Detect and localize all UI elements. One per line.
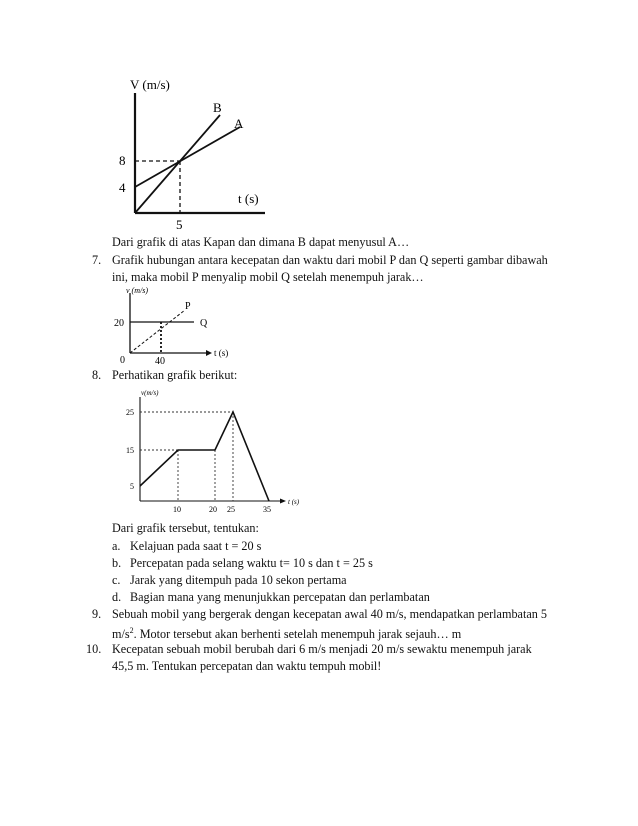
q9-text-rest: . Motor tersebut akan berhenti setelah menempuh jarak sejauh… m: [133, 627, 462, 642]
y-tick-5: 5: [130, 482, 134, 491]
q7-text-line1: Grafik hubungan antara kecepatan dan waktu dari mobil P dan Q seperti gambar dibawah: [112, 253, 548, 267]
x-axis-arrow: [206, 350, 212, 356]
q8-text: Perhatikan grafik berikut:: [112, 368, 238, 382]
x-tick-35: 35: [263, 505, 271, 514]
x-tick-20: 20: [209, 505, 217, 514]
series-line-a: [135, 127, 240, 187]
q9-text-line1: Sebuah mobil yang bergerak dengan kecepatan awal 40 m/s, mendapatkan perlambatan 5: [112, 607, 547, 621]
q9-unit: m/s: [112, 627, 130, 642]
q10-text-line2: 45,5 m. Tentukan percepatan dan waktu tempuh mobil!: [112, 659, 382, 673]
y-axis-label: v(m/s): [141, 389, 159, 397]
series-line-b: [135, 115, 220, 213]
q10-number: 10.: [86, 642, 102, 656]
q8-item-c-text: Jarak yang ditempuh pada 10 sekon pertama: [130, 573, 347, 587]
q8-item-c-label: c.: [112, 573, 121, 587]
x-tick-5: 5: [176, 217, 183, 232]
y-axis-label: v (m/s): [126, 286, 148, 295]
q8-item-a-label: a.: [112, 539, 121, 553]
graph-velocity-time-a-b: [110, 75, 280, 235]
y-tick-20: 20: [114, 318, 124, 329]
x-tick-40: 40: [155, 356, 165, 367]
q8-item-d-label: d.: [112, 590, 122, 604]
series-line-velocity: [140, 412, 269, 501]
x-tick-25: 25: [227, 505, 235, 514]
q8-item-b-text: Percepatan pada selang waktu t= 10 s dan t = 25 s: [130, 556, 373, 570]
line-label-q: Q: [200, 318, 208, 329]
line-label-b: B: [213, 100, 222, 115]
graph-velocity-time-p-q: [108, 283, 238, 368]
x-axis-label: t (s): [214, 348, 229, 358]
y-axis-label: V (m/s): [130, 77, 170, 92]
q7-number: 7.: [92, 253, 102, 267]
q9-unit-exponent: 2: [129, 626, 134, 635]
q8-item-b-label: b.: [112, 556, 122, 570]
x-axis-label: t (s): [288, 498, 300, 506]
q8-item-a-text: Kelajuan pada saat t = 20 s: [130, 539, 262, 553]
q9-number: 9.: [92, 607, 102, 621]
q8-number: 8.: [92, 368, 102, 382]
q8-item-d-text: Bagian mana yang menunjukkan percepatan dan perlambatan: [130, 590, 430, 604]
q7-text-line2: ini, maka mobil P menyalip mobil Q setelah menempuh jarak…: [112, 270, 424, 284]
y-tick-4: 4: [119, 180, 126, 195]
x-axis-arrow: [280, 499, 286, 504]
line-label-a: A: [234, 116, 244, 131]
line-label-p: P: [185, 301, 191, 312]
q8-intro: Dari grafik tersebut, tentukan:: [112, 521, 259, 535]
y-tick-15: 15: [126, 446, 134, 455]
y-tick-8: 8: [119, 153, 126, 168]
x-axis-label: t (s): [238, 191, 259, 206]
q9-text-line2: [112, 623, 461, 642]
q10-text-line1: Kecepatan sebuah mobil berubah dari 6 m/s menjadi 20 m/s sewaktu menempuh jarak: [112, 642, 532, 656]
y-tick-25: 25: [126, 408, 134, 417]
x-tick-10: 10: [173, 505, 181, 514]
origin-label: 0: [120, 355, 125, 366]
series-line-p: [130, 310, 185, 353]
graph-velocity-time-trapezoid: [110, 385, 310, 525]
q6-question-text: Dari grafik di atas Kapan dan dimana B dapat menyusul A…: [112, 235, 410, 249]
